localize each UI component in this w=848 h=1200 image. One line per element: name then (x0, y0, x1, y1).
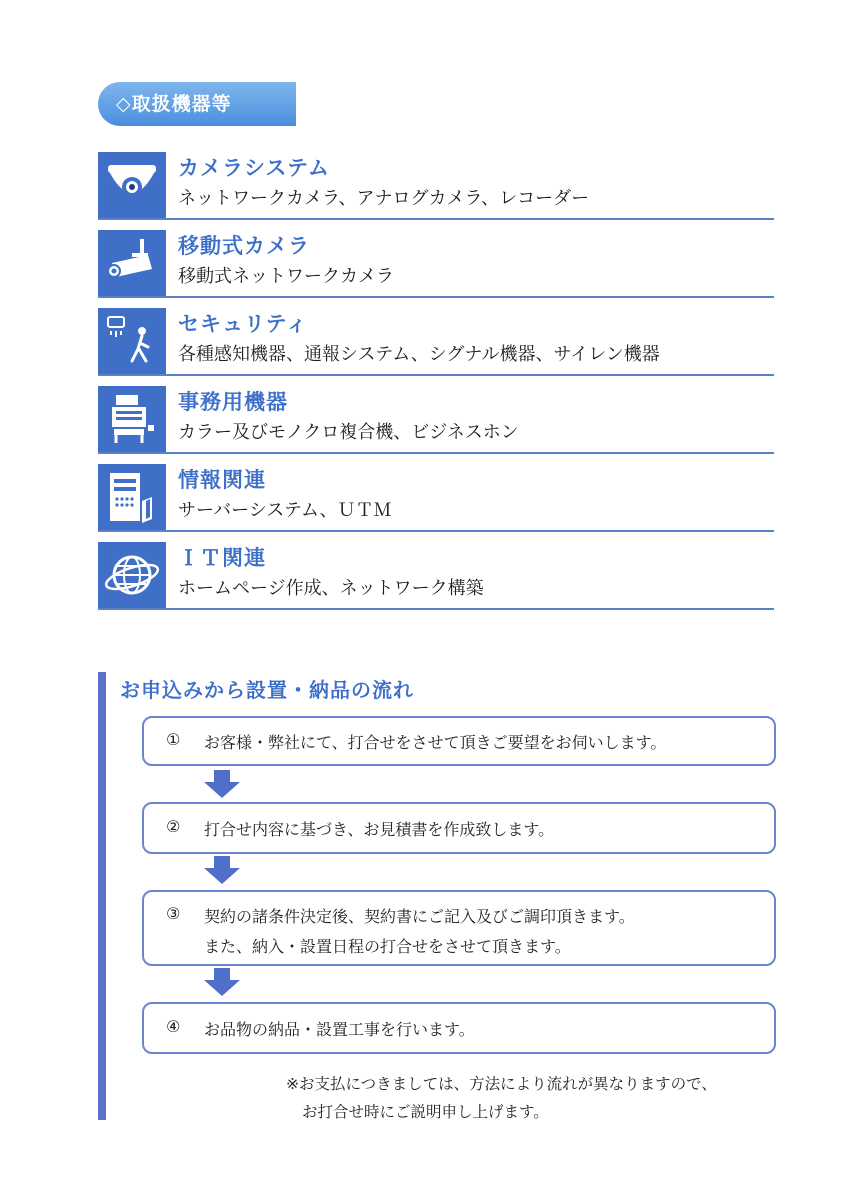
bullet-camera-icon (98, 230, 166, 296)
equipment-item-security (98, 308, 774, 374)
divider (98, 530, 774, 532)
flow-step-3 (142, 890, 776, 966)
equipment-item-info (98, 464, 774, 530)
item-desc: ホームページ作成、ネットワーク構築 (178, 578, 484, 599)
step-number: ③ (166, 904, 181, 923)
equipment-item-it (98, 542, 774, 608)
item-title: カメラシステム (178, 156, 330, 180)
item-title: セキュリティ (178, 312, 308, 336)
divider (98, 296, 774, 298)
step-text: お客様・弊社にて、打合せをさせて頂きご要望をお伺いします。 (204, 733, 667, 752)
step-text: 打合せ内容に基づき、お見積書を作成致します。 (204, 820, 555, 839)
dome-camera-icon (98, 152, 166, 218)
item-title: 移動式カメラ (178, 234, 310, 258)
step-number: ① (166, 730, 181, 749)
flow-accent-bar (98, 672, 106, 1120)
down-arrow-icon (202, 968, 242, 996)
printer-icon (98, 386, 166, 452)
item-desc: カラー及びモノクロ複合機、ビジネスホン (178, 422, 519, 443)
divider (98, 452, 774, 454)
security-sensor-icon (98, 308, 166, 374)
step-number: ④ (166, 1017, 181, 1036)
server-icon (98, 464, 166, 530)
flow-step-1 (142, 716, 776, 766)
flow-heading: お申込みから設置・納品の流れ (120, 678, 414, 702)
down-arrow-icon (202, 770, 242, 798)
flow-step-4 (142, 1002, 776, 1054)
step-text: 契約の諸条件決定後、契約書にご記入及びご調印頂きます。 (204, 907, 635, 926)
payment-note: ※お支払につきましては、方法により流れが異なりますので、 (286, 1075, 717, 1093)
step-number: ② (166, 817, 181, 836)
down-arrow-icon (202, 856, 242, 884)
item-desc: サーバーシステム、ＵＴＭ (178, 500, 392, 521)
item-title: ＩＴ関連 (178, 546, 266, 570)
step-text: お品物の納品・設置工事を行います。 (204, 1020, 475, 1039)
equipment-item-camera (98, 152, 774, 218)
item-desc: ネットワークカメラ、アナログカメラ、レコーダー (178, 188, 590, 209)
item-desc: 移動式ネットワークカメラ (178, 266, 394, 287)
divider (98, 608, 774, 610)
divider (98, 218, 774, 220)
globe-icon (98, 542, 166, 608)
flow-step-2 (142, 802, 776, 854)
equipment-item-office (98, 386, 774, 452)
step-text-line2: また、納入・設置日程の打合せをさせて頂きます。 (204, 937, 571, 956)
item-desc: 各種感知機器、通報システム、シグナル機器、サイレン機器 (178, 344, 660, 365)
equipment-heading: ◇取扱機器等 (98, 82, 296, 126)
item-title: 情報関連 (178, 468, 266, 492)
equipment-item-mobile-camera (98, 230, 774, 296)
divider (98, 374, 774, 376)
item-title: 事務用機器 (178, 390, 288, 414)
payment-note-line2: お打合せ時にご説明申し上げます。 (302, 1103, 549, 1121)
